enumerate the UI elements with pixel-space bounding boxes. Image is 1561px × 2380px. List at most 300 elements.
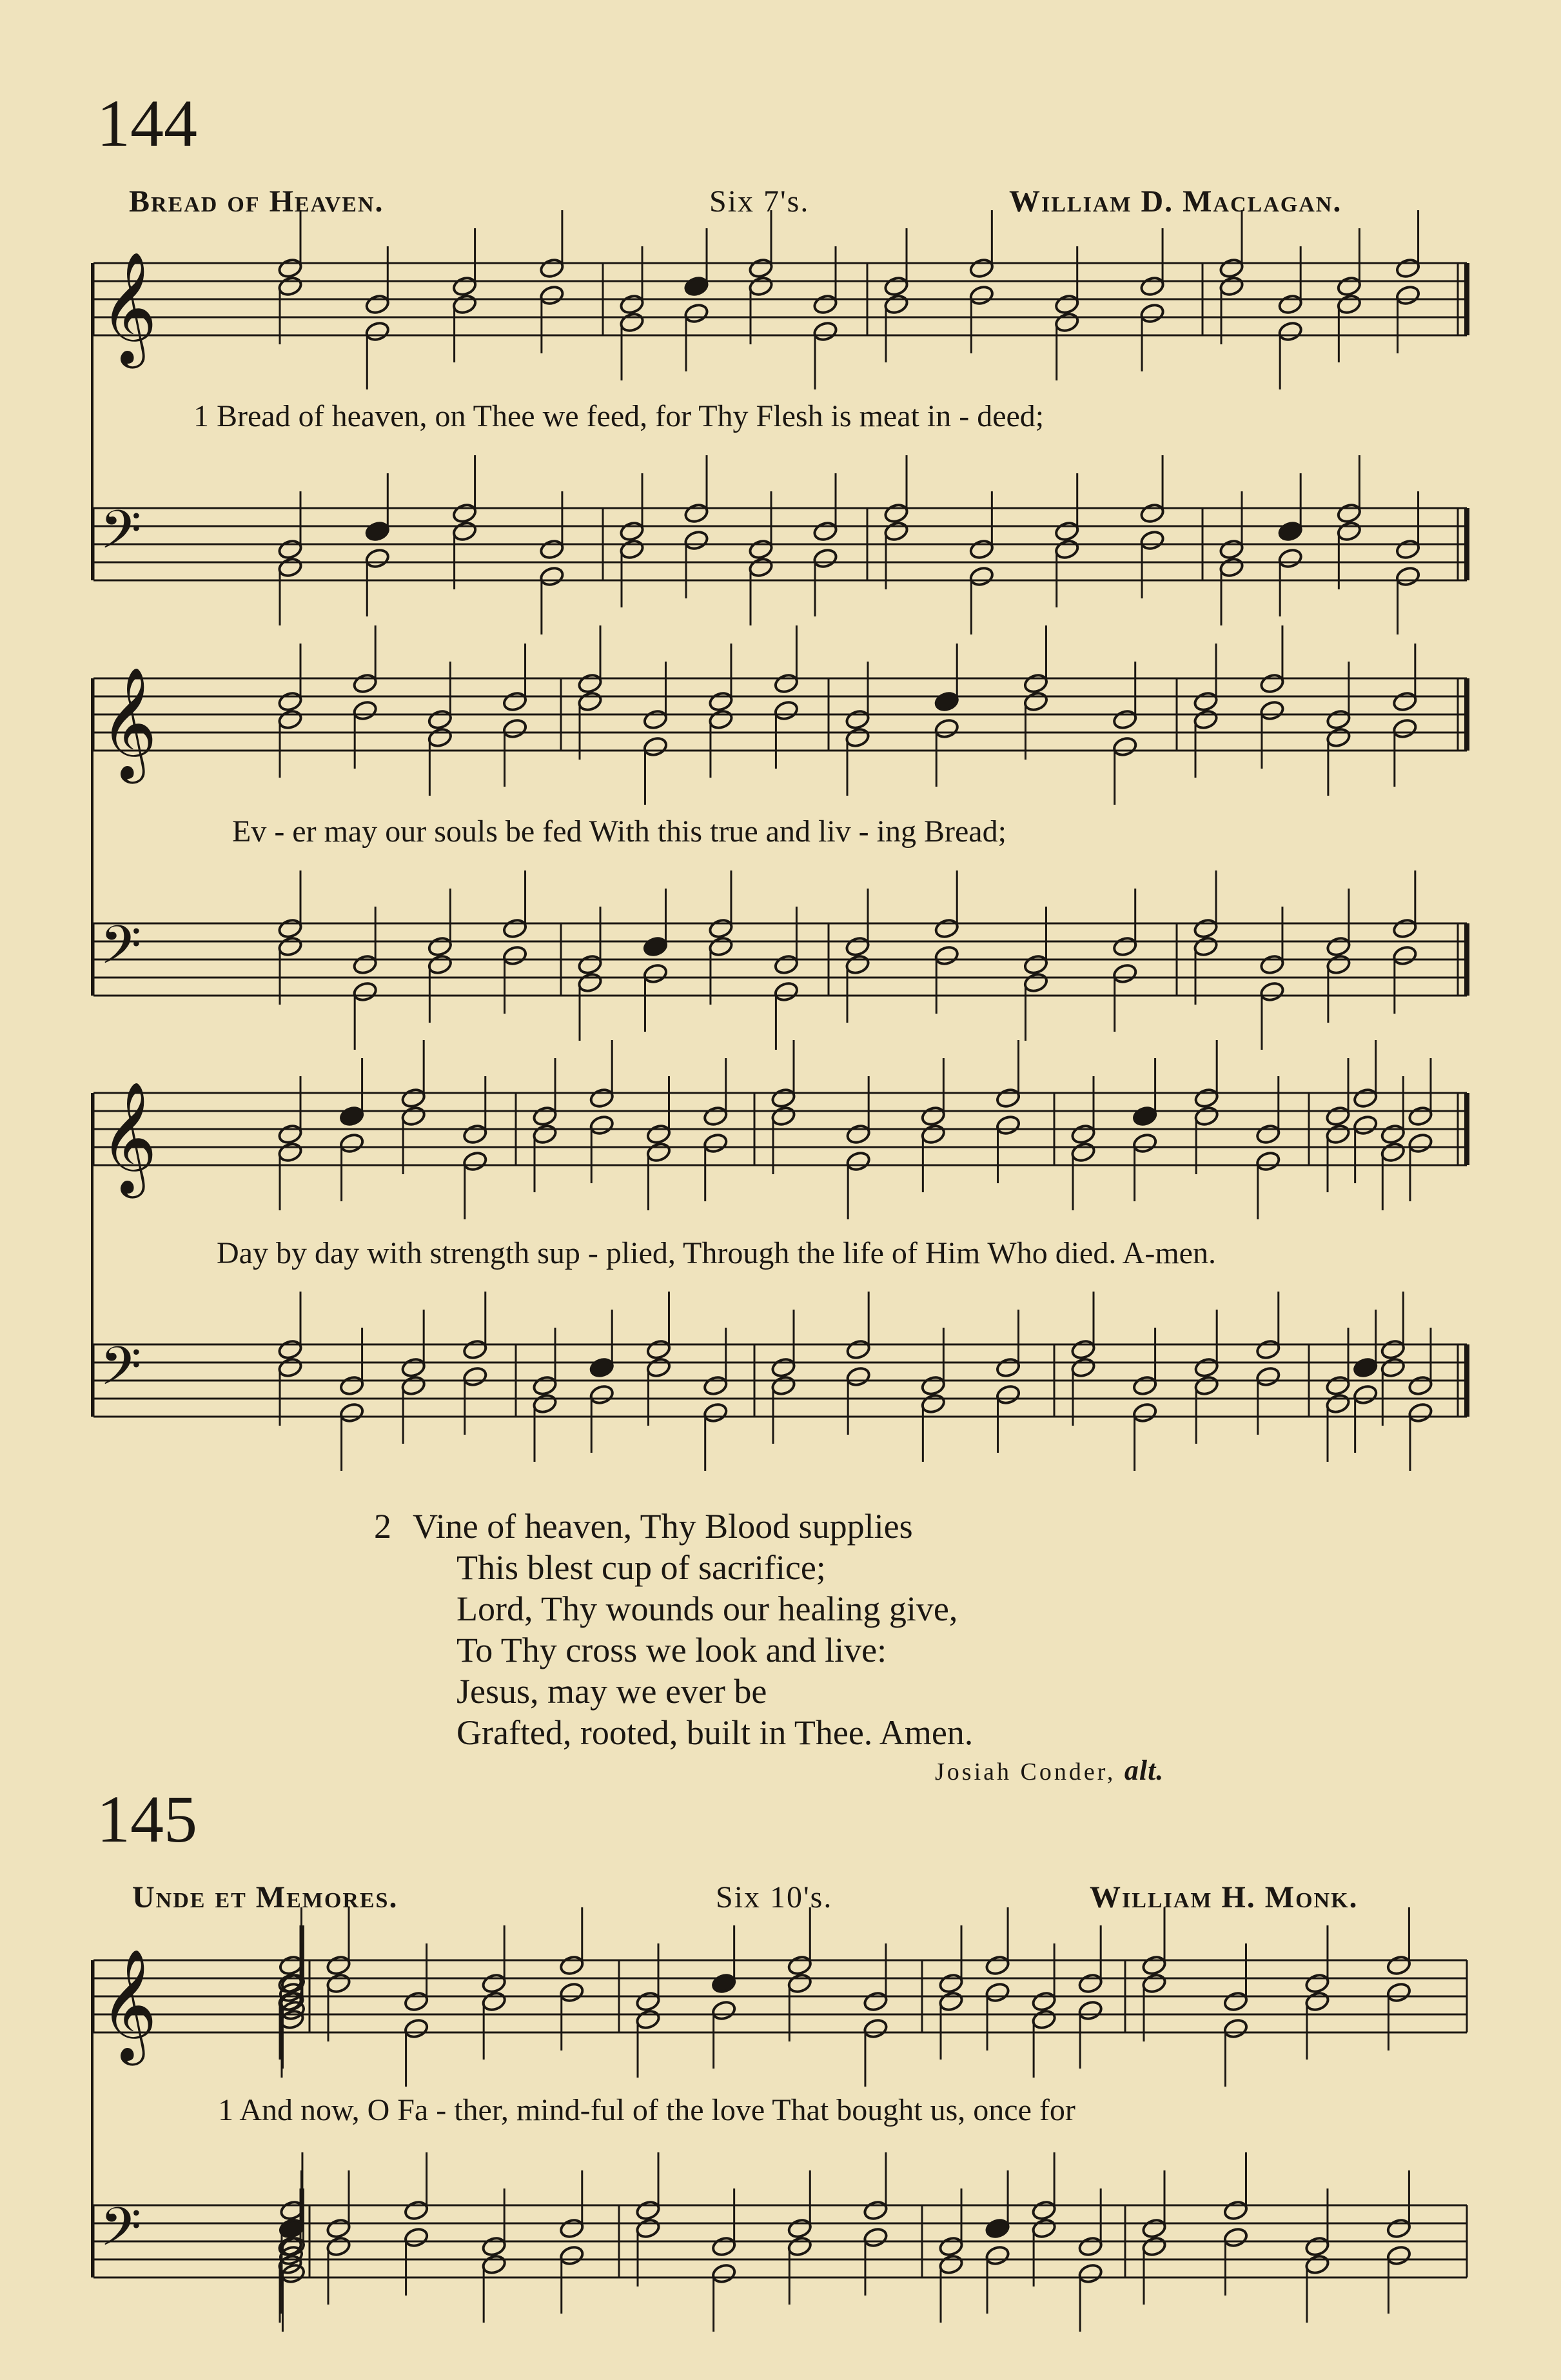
notehead [1353,1114,1379,1136]
notehead [1077,2000,1103,2021]
lyric-line-4: 1 And now, O Fa - ther, mind-ful of the love That bought us, once for [218,2093,1075,2127]
notehead [1193,1375,1219,1397]
notehead [404,2018,429,2040]
notehead [1395,538,1420,560]
notehead [532,1123,558,1145]
notehead [1380,1339,1406,1361]
notehead [1219,538,1244,560]
notehead [1077,2263,1103,2285]
notehead [635,2218,661,2239]
notehead [589,1357,614,1379]
bass-clef-icon: 𝄢 [100,498,142,574]
notehead [845,709,870,731]
notehead [619,293,645,315]
notehead [1380,1141,1406,1163]
notehead [938,2254,964,2276]
notehead [462,1366,488,1388]
notehead [1395,565,1420,587]
notehead [277,691,303,713]
notehead [1353,1357,1379,1379]
notehead [845,1150,871,1172]
notehead [711,2000,737,2021]
notehead [645,1141,671,1163]
notehead [863,2018,888,2040]
notehead [1031,2199,1057,2221]
notehead [1193,691,1219,713]
notehead [1070,1339,1096,1361]
notehead [703,1375,729,1397]
notehead [1139,302,1165,324]
notehead [1325,1375,1351,1397]
notehead [1077,2236,1103,2257]
notehead [1031,2009,1057,2031]
notehead [642,963,668,985]
notehead [352,954,378,976]
notehead [985,1982,1010,2003]
notehead [589,1087,614,1109]
notehead [1139,502,1165,524]
notehead [1259,700,1285,722]
notehead [787,1954,812,1976]
notehead [1259,673,1285,694]
notehead [539,284,565,306]
stanza-line: This blest cup of sacrifice; [457,1548,826,1587]
notehead [934,945,959,967]
composer: William D. Maclagan. [1009,184,1342,219]
notehead [452,275,478,297]
notehead [771,1375,796,1397]
notehead [1193,936,1219,958]
notehead [400,1357,426,1379]
notehead [1326,727,1351,749]
notehead [711,2236,737,2257]
notehead [277,1339,303,1361]
notehead [339,1375,365,1397]
stanza-2 [374,1506,974,1753]
treble-clef-icon: 𝄞 [100,667,157,779]
notehead [1386,2245,1411,2267]
notehead [1392,918,1418,939]
notehead [968,565,994,587]
notehead [845,1339,871,1361]
notehead [938,1972,964,1994]
notehead [1193,1087,1219,1109]
notehead [1395,257,1420,279]
notehead [812,293,838,315]
notehead [326,2236,351,2257]
notehead [748,556,774,578]
notehead [589,1384,614,1406]
notehead [683,302,709,324]
notehead [708,709,734,731]
notehead [812,320,838,342]
notehead [1219,556,1244,578]
notehead [427,709,453,731]
notehead [1139,529,1165,551]
notehead [1353,1087,1379,1109]
notehead [787,2218,812,2239]
notehead [502,691,527,713]
notehead [938,2236,964,2257]
author-attribution [935,1754,1164,1787]
notehead [635,2199,661,2221]
notehead [748,538,774,560]
notehead [1255,1366,1281,1388]
notehead [883,293,909,315]
notehead [863,2199,888,2221]
notehead [1031,2218,1057,2239]
notehead [1132,1105,1158,1127]
notehead [1304,1991,1330,2012]
notehead [1193,709,1219,731]
notehead [708,918,734,939]
notehead [642,709,668,731]
notehead [1392,691,1418,713]
notehead [934,691,959,713]
notehead [1386,2218,1411,2239]
notehead [1277,520,1303,542]
notehead [845,1366,871,1388]
lyric-line-2: Ev - er may our souls be fed With this true and liv - ing Bread; [232,814,1006,849]
treble-clef-icon: 𝄞 [100,1081,157,1194]
notehead [427,954,453,976]
notehead [635,1991,661,2012]
notehead [968,257,994,279]
notehead [1392,718,1418,740]
notehead [277,709,303,731]
notehead [1326,936,1351,958]
notehead [589,1114,614,1136]
notehead [619,520,645,542]
notehead [1193,1105,1219,1127]
notehead [920,1105,946,1127]
notehead [404,2227,429,2248]
notehead [339,1105,365,1127]
notehead [703,1402,729,1424]
notehead [683,529,709,551]
notehead [938,1991,964,2012]
notehead [863,1991,888,2012]
notehead [1112,963,1138,985]
notehead [352,673,378,694]
notehead [642,736,668,758]
notehead [1380,1123,1406,1145]
notehead [703,1105,729,1127]
notehead [920,1393,946,1415]
lyric-line-1: 1 Bread of heaven, on Thee we feed, for Thy Flesh is meat in - deed; [193,399,1045,433]
notehead [577,972,603,994]
notehead [1255,1123,1281,1145]
notehead [985,2245,1010,2267]
notehead [711,1972,737,1994]
author: Josiah Conder, [935,1758,1116,1785]
notehead [708,936,734,958]
composer: William H. Monk. [1090,1880,1359,1914]
notehead [711,2263,737,2285]
notehead [708,691,734,713]
stanza-line: Vine of heaven, Thy Blood supplies [413,1507,913,1546]
stanza-line: Lord, Thy wounds our healing give, [457,1589,958,1628]
notehead [635,2009,661,2031]
notehead [352,700,378,722]
notehead [1054,293,1080,315]
notehead [462,1339,488,1361]
notehead [404,1991,429,2012]
notehead [1255,1339,1281,1361]
notehead [619,538,645,560]
notehead [1408,1402,1433,1424]
notehead [642,936,668,958]
notehead [559,2245,585,2267]
notehead [995,1087,1021,1109]
notehead [1023,691,1048,713]
notehead [645,1123,671,1145]
notehead [883,502,909,524]
notehead [985,2218,1010,2239]
notehead [845,936,870,958]
notehead [771,1105,796,1127]
notehead [1222,2227,1248,2248]
notehead [920,1375,946,1397]
notehead [277,538,303,560]
notehead [1304,2254,1330,2276]
notehead [502,918,527,939]
notehead [1077,1972,1103,1994]
hymn-number: 145 [97,1782,197,1856]
meter: Six 10's. [716,1880,833,1914]
lyric-line-3: Day by day with strength sup - plied, Through the life of Him Who died. A-men. [217,1236,1216,1270]
notehead [1023,954,1048,976]
notehead [427,936,453,958]
notehead [352,981,378,1003]
notehead [277,1123,303,1145]
notehead [539,565,565,587]
notehead [1112,936,1138,958]
notehead [845,1123,871,1145]
notehead [995,1357,1021,1379]
notehead [1023,673,1048,694]
notehead [532,1393,558,1415]
notehead [1112,736,1138,758]
notehead [400,1375,426,1397]
notehead [339,1402,365,1424]
notehead [787,1972,812,1994]
notehead [812,547,838,569]
notehead [481,2254,507,2276]
notehead [1141,1972,1167,1994]
notehead [1255,1150,1281,1172]
notehead [326,2218,351,2239]
notehead [1325,1123,1351,1145]
notehead [1259,954,1285,976]
notehead [1112,709,1138,731]
notehead [787,2236,812,2257]
notehead [452,293,478,315]
notehead [277,257,303,279]
notehead [577,954,603,976]
notehead [462,1123,488,1145]
notehead [771,1357,796,1379]
notehead [1277,320,1303,342]
notehead [1408,1375,1433,1397]
stanza-number: 2 [374,1507,391,1546]
hymn-number: 144 [97,86,197,161]
notehead [502,718,527,740]
notehead [481,1972,507,1994]
notehead [645,1339,671,1361]
notehead [1023,972,1048,994]
notehead [539,538,565,560]
notehead [1139,275,1165,297]
notehead [452,502,478,524]
notehead [773,700,799,722]
notehead [1277,293,1303,315]
tune-title: Bread of Heaven. [129,184,384,219]
notehead [400,1105,426,1127]
treble-clef-icon: 𝄞 [100,1949,157,2061]
notehead [1031,1991,1057,2012]
notehead [771,1087,796,1109]
notehead [1326,954,1351,976]
notehead [773,673,799,694]
notehead [1193,918,1219,939]
notehead [1336,275,1362,297]
notehead [1336,502,1362,524]
notehead [364,520,390,542]
author-note: alt. [1124,1755,1164,1786]
notehead [1277,547,1303,569]
notehead [280,2263,306,2285]
notehead [1222,2018,1248,2040]
notehead [1386,1954,1411,1976]
notehead [277,936,303,958]
notehead [559,1954,585,1976]
notehead [920,1123,946,1145]
stanza-line: Jesus, may we ever be [457,1672,767,1711]
notehead [1408,1105,1433,1127]
notehead [985,1954,1010,1976]
notehead [995,1114,1021,1136]
notehead [481,2236,507,2257]
notehead [1219,257,1244,279]
notehead [883,275,909,297]
notehead [934,718,959,740]
notehead [427,727,453,749]
notehead [1222,2199,1248,2221]
notehead [539,257,565,279]
stanza-line: Grafted, rooted, built in Thee. Amen. [457,1713,974,1752]
notehead [748,257,774,279]
notehead [619,311,645,333]
notehead [1408,1132,1433,1154]
notehead [812,520,838,542]
notehead [1132,1375,1158,1397]
notehead [1070,1357,1096,1379]
notehead [1054,538,1080,560]
notehead [1336,520,1362,542]
notehead [1353,1384,1379,1406]
notehead [1259,981,1285,1003]
notehead [277,275,303,297]
notehead [277,1357,303,1379]
notehead [364,320,390,342]
notehead [577,673,603,694]
notehead [1336,293,1362,315]
notehead [400,1087,426,1109]
notehead [339,1132,365,1154]
notehead [1054,311,1080,333]
notehead [364,293,390,315]
notehead [968,284,994,306]
notehead [1325,1393,1351,1415]
notehead [326,1954,351,1976]
notehead [1304,1972,1330,1994]
treble-clef-icon: 𝄞 [100,251,157,364]
notehead [1132,1132,1158,1154]
notehead [748,275,774,297]
notehead [1392,945,1418,967]
notehead [883,520,909,542]
notehead [1304,2236,1330,2257]
notehead [1141,2236,1167,2257]
notehead [995,1384,1021,1406]
notehead [683,275,709,297]
notehead [277,1141,303,1163]
notehead [773,954,799,976]
notehead [934,918,959,939]
notehead [845,727,870,749]
notehead [645,1357,671,1379]
notehead [277,556,303,578]
notehead [773,981,799,1003]
notehead [1193,1357,1219,1379]
notehead [1070,1141,1096,1163]
notehead [968,538,994,560]
notehead [1219,275,1244,297]
notehead [703,1132,729,1154]
hymn-header [129,1880,1425,1925]
notehead [502,945,527,967]
notehead [683,502,709,524]
bass-clef-icon: 𝄢 [100,1335,142,1410]
notehead [1054,520,1080,542]
stanza-line: To Thy cross we look and live: [457,1631,887,1669]
notehead [1395,284,1420,306]
notehead [845,954,870,976]
notehead [462,1150,488,1172]
bass-clef-icon: 𝄢 [100,2196,142,2271]
notehead [1222,1991,1248,2012]
notehead [577,691,603,713]
notehead [559,2218,585,2239]
notehead [326,1972,351,1994]
notehead [452,520,478,542]
notehead [1141,1954,1167,1976]
notehead [1380,1357,1406,1379]
notehead [481,1991,507,2012]
bass-clef-icon: 𝄢 [100,914,142,989]
notehead [1386,1982,1411,2003]
notehead [1325,1105,1351,1127]
notehead [863,2227,888,2248]
meter: Six 7's. [709,184,810,219]
notehead [277,918,303,939]
notehead [364,547,390,569]
notehead [559,1982,585,2003]
notehead [1132,1402,1158,1424]
tune-title: Unde et Memores. [132,1880,398,1914]
notehead [1070,1123,1096,1145]
